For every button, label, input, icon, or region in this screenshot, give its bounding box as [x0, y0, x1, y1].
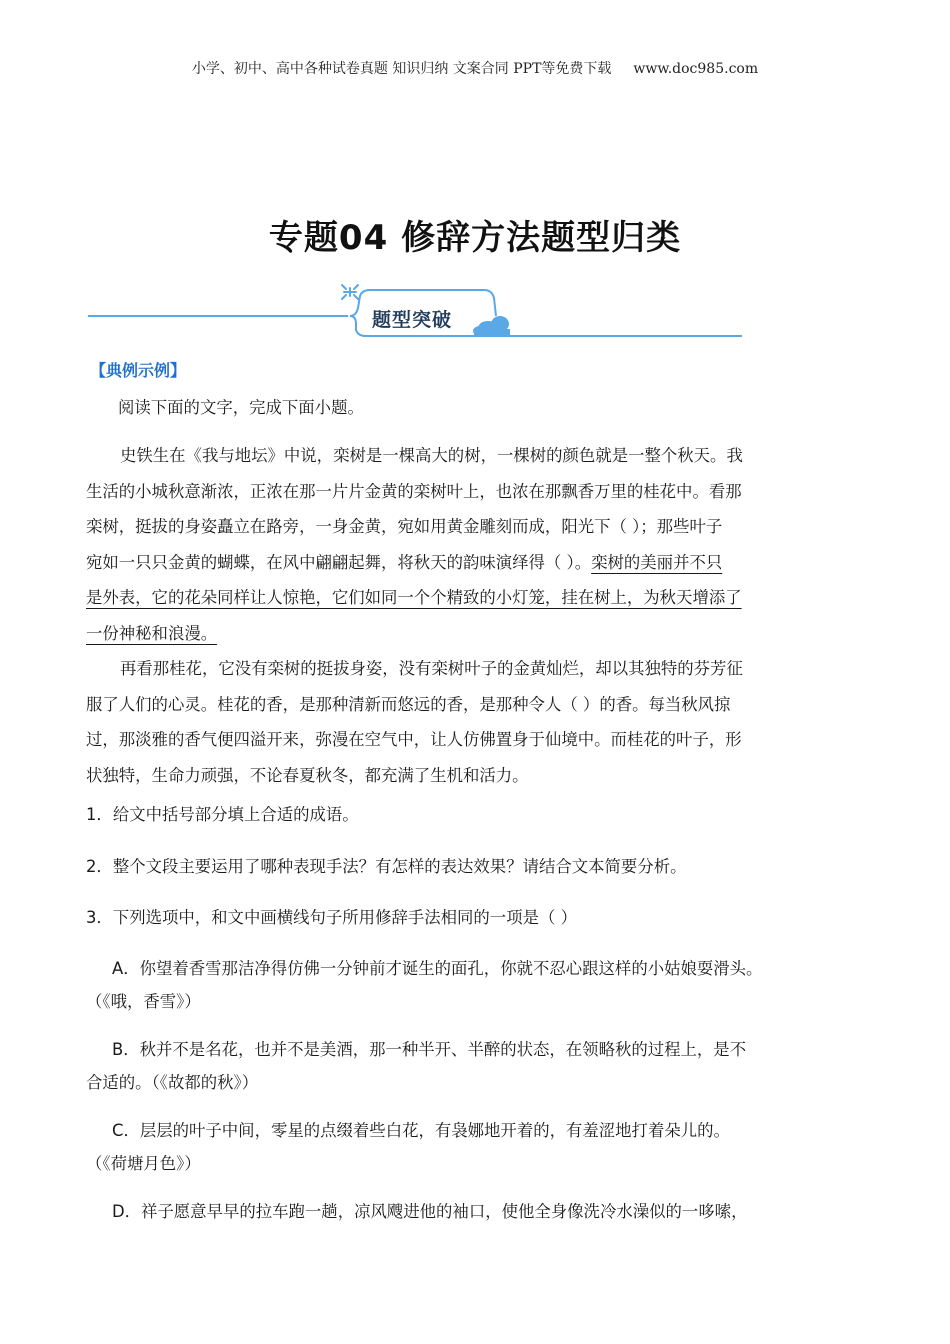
option-c-source: （《荷塘月色》） [86, 1154, 201, 1173]
page-header [0, 58, 950, 78]
header-site[interactable]: www.doc985.com [633, 61, 759, 77]
option-a-source: （《哦，香雪》） [86, 992, 201, 1011]
passage-paragraph-2 [86, 651, 856, 793]
section-tag: 【典例示例】 [90, 361, 187, 380]
question-3: 3．下列选项中，和文中画横线句子所用修辞手法相同的一项是（ ） [86, 908, 577, 927]
option-a: A．你望着香雪那洁净得仿佛一分钟前才诞生的面孔，你就不忍心跟这样的小姑娘耍滑头。 [112, 959, 763, 978]
question-2: 2．整个文段主要运用了哪种表现手法？有怎样的表达效果？请结合文本简要分析。 [86, 857, 687, 876]
passage2-line: 状独特，生命力顽强，不论春夏秋冬，都充满了生机和活力。 [86, 765, 529, 785]
page-title: 专题04 修辞方法题型归类 [268, 218, 682, 258]
passage1-line [86, 616, 856, 652]
option-b: B．秋并不是名花，也并不是美酒，那一种半开、半醉的状态，在领略秋的过程上，是不 [112, 1040, 747, 1059]
passage1-line [86, 545, 856, 581]
passage1-line: 生活的小城秋意渐浓，正浓在那一片片金黄的栾树叶上，也浓在那飘香万里的桂花中。看那 [86, 481, 742, 501]
passage2-line: 服了人们的心灵。桂花的香，是那种清新而悠远的香，是那种令人（ ）的香。每当秋风掠 [86, 694, 731, 714]
underlined-sentence: 一份神秘和浪漫。 [86, 623, 218, 643]
option-d: D．祥子愿意早早的拉车跑一趟，凉风飕进他的袖口，使他全身像洗冷水澡似的一哆嗦， [112, 1202, 748, 1221]
passage1-line: 栾树，挺拔的身姿矗立在路旁，一身金黄，宛如用黄金雕刻而成，阳光下（ ）；那些叶子 [86, 517, 723, 536]
option-c: C．层层的叶子中间，零星的点缀着些白花，有袅娜地开着的，有羞涩地打着朵儿的。 [112, 1121, 730, 1140]
sparkle-icon [342, 285, 358, 299]
passage2-line: 再看那桂花，它没有栾树的挺拔身姿，没有栾树叶子的金黄灿烂，却以其独特的芬芳征 [120, 659, 743, 678]
passage-paragraph-1 [86, 438, 856, 651]
underlined-sentence: 是外表，它的花朵同样让人惊艳，它们如同一个个精致的小灯笼，挂在树上，为秋天增添了 [86, 588, 742, 607]
option-b-cont: 合适的。（《故都的秋》） [86, 1073, 259, 1092]
header-tagline: 小学、初中、高中各种试卷真题 知识归纳 文案合同 PPT等免费下载 [191, 61, 612, 77]
question-1: 1．给文中括号部分填上合适的成语。 [86, 805, 359, 824]
banner-label: 题型突破 [372, 309, 453, 331]
instruction: 阅读下面的文字，完成下面小题。 [118, 398, 364, 417]
passage1-line: 史铁生在《我与地坛》中说，栾树是一棵高大的树，一棵树的颜色就是一整个秋天。我 [120, 446, 743, 465]
underlined-sentence: 栾树的美丽并不只 [591, 552, 723, 572]
passage2-line: 过，那淡雅的香气便四溢开来，弥漫在空气中，让人仿佛置身于仙境中。而桂花的叶子，形 [86, 730, 742, 749]
passage1-line4-plain: 宛如一只只金黄的蝴蝶，在风中翩翩起舞，将秋天的韵味演绎得（ ）。 [86, 552, 592, 572]
cloud-icon [473, 316, 510, 336]
